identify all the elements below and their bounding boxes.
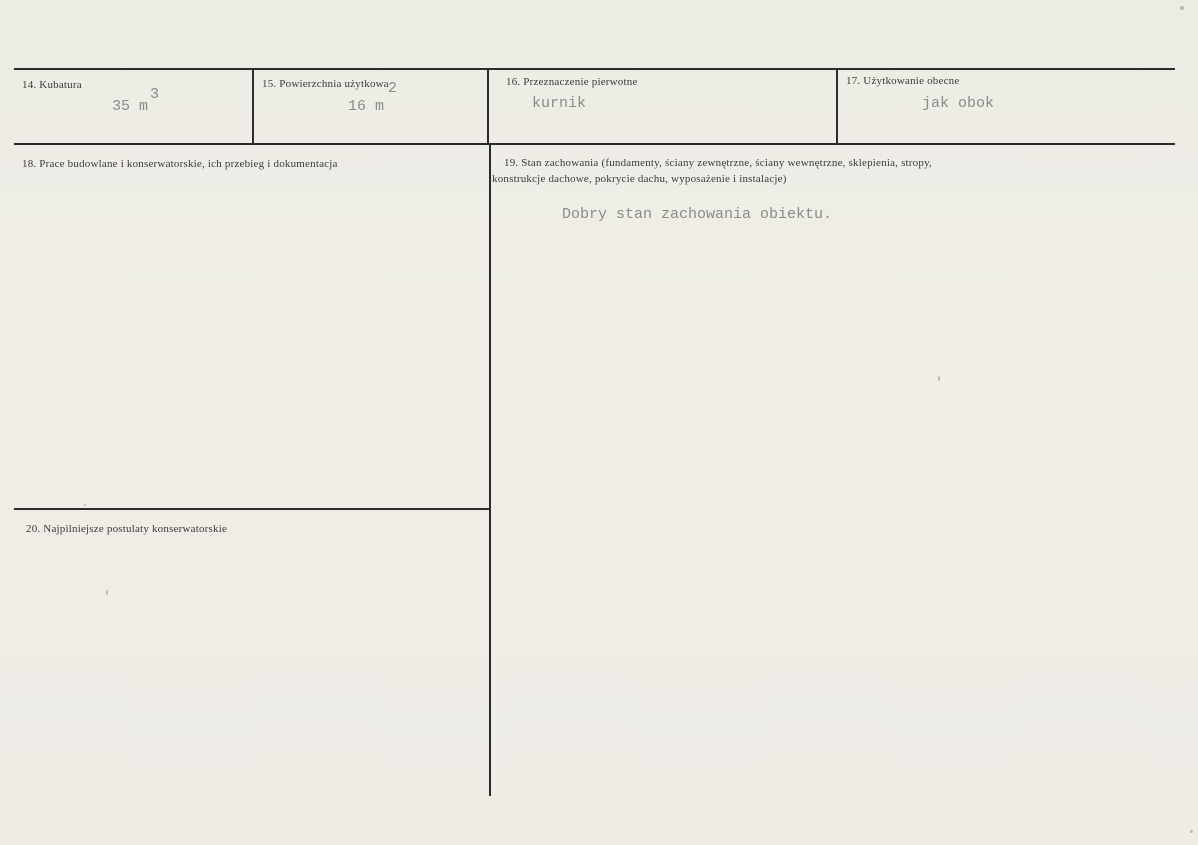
paper-speck (1190, 830, 1193, 833)
field-14-superscript: 3 (150, 86, 160, 103)
field-14-label: 14. Kubatura (22, 79, 82, 91)
field-15-label: 15. Powierzchnia użytkowa (262, 78, 389, 90)
field-18-label: 18. Prace budowlane i konserwatorskie, ich przebieg i dokumentacja (22, 158, 338, 170)
paper-speck (938, 376, 940, 381)
field-14-value: 35 m (112, 98, 149, 115)
field-16-label: 16. Przeznaczenie pierwotne (506, 76, 638, 88)
field-17-label: 17. Użytkowanie obecne (846, 75, 960, 87)
top-rule (14, 68, 1175, 70)
field-19-value: Dobry stan zachowania obiektu. (562, 206, 833, 223)
field-19-label-line1: 19. Stan zachowania (fundamenty, ściany zewnętrzne, ściany wewnętrzne, sklepienia, stropy, (504, 157, 933, 169)
col-divider-14-15 (252, 69, 254, 144)
paper-speck (1180, 6, 1184, 10)
field-16-value: kurnik (532, 95, 587, 112)
section-divider-rule (14, 508, 489, 510)
paper-speck (106, 590, 108, 595)
field-15-superscript: 2 (388, 80, 398, 97)
field-15-value: 16 m (348, 98, 385, 115)
main-col-divider (489, 145, 491, 796)
paper-speck (84, 504, 86, 506)
field-17-value: jak obok (922, 95, 995, 112)
field-19-label-line2: konstrukcje dachowe, pokrycie dachu, wyposażenie i instalacje) (492, 173, 787, 185)
col-divider-16-17 (836, 69, 838, 144)
col-divider-15-16 (487, 69, 489, 144)
field-20-label: 20. Najpilniejsze postulaty konserwatorskie (26, 523, 228, 535)
row-divider-rule (14, 143, 1175, 145)
